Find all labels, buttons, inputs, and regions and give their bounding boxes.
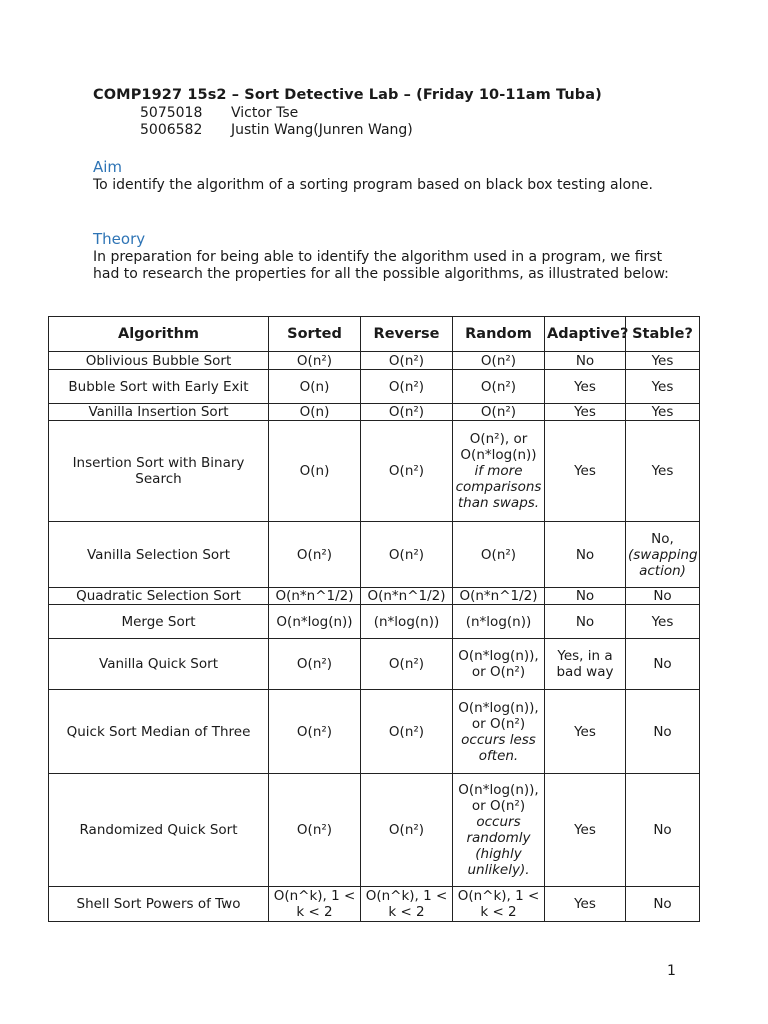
adaptive-cell	[545, 887, 626, 922]
stable-cell-text: Yes	[651, 352, 674, 369]
reverse-cell	[361, 352, 453, 370]
algorithm-cell	[49, 639, 269, 690]
table-row	[49, 639, 700, 690]
stable-cell	[626, 421, 700, 522]
adaptive-cell-text: No	[575, 588, 595, 604]
algorithm-cell-text: Quick Sort Median of Three	[66, 723, 251, 740]
table-row	[49, 887, 700, 922]
algorithm-cell	[49, 774, 269, 887]
stable-cell-text: No	[653, 656, 672, 672]
algorithm-cell	[49, 522, 269, 588]
random-cell-text: (n*log(n))	[465, 613, 532, 630]
sorted-cell-text: O(n²)	[296, 822, 333, 838]
adaptive-cell-text: Yes	[574, 723, 596, 740]
random-cell	[453, 774, 545, 887]
stable-cell-text: No	[653, 822, 672, 838]
algorithm-cell-text: Vanilla Selection Sort	[86, 546, 230, 563]
random-cell-text: O(n^k), 1 < k < 2	[457, 888, 540, 920]
algorithm-cell-text: Randomized Quick Sort	[79, 822, 238, 838]
reverse-cell-text: O(n²)	[388, 378, 425, 395]
table-row	[49, 588, 700, 605]
table-row	[49, 522, 700, 588]
sorted-cell	[269, 588, 361, 605]
random-cell-text: O(n²)	[480, 352, 517, 369]
author-id: 5006582	[140, 122, 203, 138]
adaptive-cell	[545, 690, 626, 774]
algorithm-cell-text: Bubble Sort with Early Exit	[68, 378, 249, 395]
random-cell-text: O(n*log(n)), or O(n²)	[458, 782, 539, 814]
reverse-cell	[361, 421, 453, 522]
stable-cell	[626, 352, 700, 370]
table-row	[49, 370, 700, 404]
page-number: 1	[667, 963, 676, 979]
sorted-cell	[269, 370, 361, 404]
sorted-cell	[269, 605, 361, 639]
reverse-cell-text: O(n*n^1/2)	[367, 588, 446, 604]
reverse-cell	[361, 639, 453, 690]
random-cell	[453, 588, 545, 605]
random-cell-text: O(n²)	[480, 546, 517, 563]
reverse-cell-text: O(n²)	[388, 546, 425, 563]
adaptive-cell	[545, 404, 626, 421]
theory-text: In preparation for being able to identify the algorithm used in a program, we first had to research the properties for all the possible algorithms, as illustrated below:	[93, 249, 669, 282]
stable-cell	[626, 887, 700, 922]
theory-heading: Theory	[93, 230, 146, 248]
author-line	[140, 122, 413, 138]
sorted-cell-text: O(n²)	[296, 352, 333, 369]
adaptive-cell	[545, 605, 626, 639]
table-header-row	[49, 317, 700, 352]
algorithm-cell	[49, 605, 269, 639]
algorithm-cell	[49, 887, 269, 922]
reverse-cell	[361, 605, 453, 639]
adaptive-cell-text: Yes	[574, 463, 596, 479]
table-row	[49, 774, 700, 887]
stable-cell	[626, 774, 700, 887]
reverse-cell	[361, 404, 453, 421]
header-random: Random	[453, 317, 545, 352]
document-title: COMP1927 15s2 – Sort Detective Lab – (Friday 10-11am Tuba)	[93, 87, 602, 103]
random-cell	[453, 421, 545, 522]
algorithm-cell	[49, 588, 269, 605]
reverse-cell-text: O(n²)	[388, 822, 425, 838]
sorted-cell-text: O(n)	[299, 463, 330, 479]
sorted-cell-text: O(n²)	[296, 723, 333, 740]
sorted-cell-text: O(n*log(n))	[276, 613, 353, 630]
aim-heading: Aim	[93, 158, 123, 176]
adaptive-cell-text: Yes	[574, 822, 596, 838]
algorithm-cell	[49, 404, 269, 421]
adaptive-cell-text: No	[575, 613, 595, 630]
stable-cell-text: Yes	[651, 463, 674, 479]
stable-cell	[626, 404, 700, 421]
algorithm-cell-text: Merge Sort	[121, 613, 196, 630]
stable-cell-text: No	[653, 723, 672, 740]
reverse-cell	[361, 370, 453, 404]
algorithm-cell	[49, 370, 269, 404]
stable-cell	[626, 522, 700, 588]
algorithm-cell-text: Vanilla Quick Sort	[99, 656, 218, 672]
reverse-cell	[361, 588, 453, 605]
sorted-cell	[269, 774, 361, 887]
table-row	[49, 421, 700, 522]
sorted-cell	[269, 690, 361, 774]
sorted-cell	[269, 352, 361, 370]
sorted-cell	[269, 522, 361, 588]
reverse-cell-text: O(n²)	[388, 352, 425, 369]
header-adaptive: Adaptive?	[545, 317, 626, 352]
random-cell	[453, 522, 545, 588]
reverse-cell-text: O(n^k), 1 < k < 2	[365, 888, 448, 920]
sorted-cell	[269, 887, 361, 922]
sorted-cell-text: O(n^k), 1 < k < 2	[273, 888, 356, 920]
header-reverse: Reverse	[361, 317, 453, 352]
adaptive-cell	[545, 522, 626, 588]
stable-cell-text: No	[653, 896, 672, 912]
random-cell-note: occurs less often.	[461, 731, 536, 764]
aim-text: To identify the algorithm of a sorting program based on black box testing alone.	[93, 177, 653, 193]
algorithm-cell-text: Shell Sort Powers of Two	[76, 896, 241, 912]
adaptive-cell	[545, 639, 626, 690]
adaptive-cell-text: No	[575, 352, 595, 369]
stable-cell-text: Yes	[651, 404, 674, 420]
adaptive-cell-text: Yes	[574, 378, 596, 395]
adaptive-cell-text: Yes	[574, 404, 596, 420]
random-cell	[453, 690, 545, 774]
adaptive-cell-text: No	[575, 546, 595, 563]
table-row	[49, 605, 700, 639]
sorted-cell-text: O(n)	[299, 404, 330, 420]
algorithm-cell-text: Quadratic Selection Sort	[76, 588, 241, 604]
reverse-cell-text: O(n²)	[388, 463, 425, 479]
random-cell	[453, 352, 545, 370]
stable-cell	[626, 588, 700, 605]
header-stable: Stable?	[626, 317, 700, 352]
algorithm-cell	[49, 421, 269, 522]
algorithm-cell-text: Vanilla Insertion Sort	[88, 404, 229, 420]
reverse-cell	[361, 690, 453, 774]
algorithm-cell-text: Insertion Sort with Binary Search	[72, 455, 245, 487]
stable-cell	[626, 605, 700, 639]
algorithm-table	[48, 316, 700, 922]
stable-cell	[626, 690, 700, 774]
stable-cell	[626, 370, 700, 404]
random-cell-note: if more comparisons than swaps.	[455, 463, 542, 511]
random-cell-text: O(n²), or O(n*log(n))	[460, 431, 537, 463]
sorted-cell	[269, 421, 361, 522]
reverse-cell-text: O(n²)	[388, 404, 425, 420]
adaptive-cell	[545, 370, 626, 404]
random-cell-text: O(n²)	[480, 378, 517, 395]
author-id: 5075018	[140, 105, 203, 121]
stable-cell-text: No	[653, 588, 672, 604]
adaptive-cell	[545, 588, 626, 605]
random-cell-text: O(n²)	[480, 404, 517, 420]
random-cell	[453, 605, 545, 639]
sorted-cell-text: O(n*n^1/2)	[275, 588, 354, 604]
algorithm-cell	[49, 352, 269, 370]
reverse-cell-text: O(n²)	[388, 656, 425, 672]
author-line	[140, 105, 298, 121]
sorted-cell-text: O(n²)	[296, 546, 333, 563]
sorted-cell-text: O(n)	[299, 378, 330, 395]
random-cell	[453, 370, 545, 404]
adaptive-cell-text: Yes, in a bad way	[556, 648, 614, 680]
random-cell-text: O(n*log(n)), or O(n²)	[458, 648, 539, 680]
random-cell	[453, 887, 545, 922]
table-row	[49, 404, 700, 421]
adaptive-cell-text: Yes	[574, 896, 596, 912]
random-cell	[453, 404, 545, 421]
table-row	[49, 690, 700, 774]
stable-cell-text: Yes	[651, 613, 674, 630]
algorithm-cell-text: Oblivious Bubble Sort	[85, 352, 232, 369]
random-cell-text: O(n*log(n)), or O(n²)	[458, 699, 539, 732]
random-cell-text: O(n*n^1/2)	[459, 588, 538, 604]
sorted-cell	[269, 639, 361, 690]
reverse-cell	[361, 887, 453, 922]
sorted-cell-text: O(n²)	[296, 656, 333, 672]
reverse-cell	[361, 522, 453, 588]
random-cell	[453, 639, 545, 690]
header-sorted: Sorted	[269, 317, 361, 352]
author-name: Victor Tse	[231, 105, 299, 121]
reverse-cell	[361, 774, 453, 887]
table-row	[49, 352, 700, 370]
stable-cell-note: (swapping action)	[628, 546, 698, 579]
adaptive-cell	[545, 352, 626, 370]
reverse-cell-text: (n*log(n))	[373, 613, 440, 630]
stable-cell-text: Yes	[651, 378, 674, 395]
random-cell-note: occurs randomly (highly unlikely).	[466, 814, 531, 878]
adaptive-cell	[545, 421, 626, 522]
reverse-cell-text: O(n²)	[388, 723, 425, 740]
header-algorithm: Algorithm	[49, 317, 269, 352]
stable-cell-text: No,	[651, 530, 674, 547]
author-name: Justin Wang(Junren Wang)	[231, 122, 413, 138]
sorted-cell	[269, 404, 361, 421]
algorithm-cell	[49, 690, 269, 774]
stable-cell	[626, 639, 700, 690]
adaptive-cell	[545, 774, 626, 887]
